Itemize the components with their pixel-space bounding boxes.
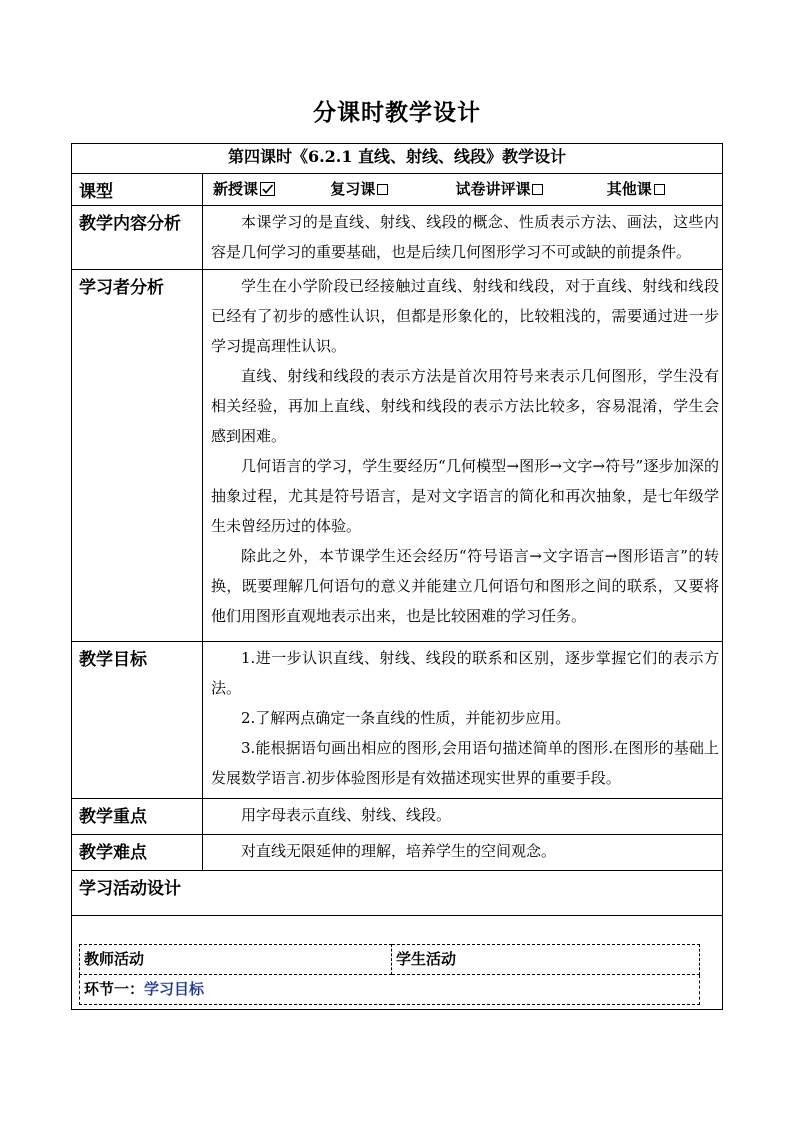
activity-design-body-row bbox=[72, 916, 723, 1010]
content-analysis-text bbox=[203, 206, 723, 270]
activity-design-body bbox=[72, 916, 723, 1010]
objective-item: 2.了解两点确定一条直线的性质，并能初步应用。 bbox=[241, 709, 571, 727]
teacher-activity-header: 教师活动 bbox=[80, 945, 392, 975]
activity-section-cell bbox=[80, 975, 700, 1005]
objective-item: 3.能根据语句画出相应的图形,会用语句描述简单的图形.在图形的基础上发展数学语言.初步体验图形是有效描述现实世界的重要手段。 bbox=[211, 739, 719, 787]
difficulties-label: 教学难点 bbox=[72, 835, 203, 871]
lesson-title: 第四课时《6.2.1 直线、射线、线段》教学设计 bbox=[72, 144, 723, 174]
student-activity-header: 学生活动 bbox=[392, 945, 700, 975]
difficulties-text bbox=[203, 835, 723, 871]
objectives-label: 教学目标 bbox=[72, 642, 203, 799]
course-type-other-label: 其他课 bbox=[606, 180, 652, 198]
course-type-other[interactable] bbox=[607, 174, 665, 204]
page-title: 分课时教学设计 bbox=[313, 99, 481, 126]
learner-analysis-label: 学习者分析 bbox=[72, 270, 203, 642]
key-points-text bbox=[203, 799, 723, 835]
key-points-paragraph: 用字母表示直线、射线、线段。 bbox=[241, 806, 452, 824]
course-type-review-label: 复习课 bbox=[330, 180, 376, 198]
key-points-row bbox=[72, 799, 723, 835]
objective-item: 1.进一步认识直线、射线、线段的联系和区别，逐步掌握它们的表示方法。 bbox=[211, 649, 719, 697]
course-type-exam[interactable] bbox=[455, 174, 601, 204]
checked-box-icon[interactable] bbox=[260, 182, 275, 196]
activity-design-label: 学习活动设计 bbox=[72, 871, 723, 916]
activity-header-row bbox=[80, 945, 700, 975]
activity-design-header-row bbox=[72, 871, 723, 916]
course-type-review[interactable] bbox=[330, 174, 450, 204]
content-analysis-paragraph: 本课学习的是直线、射线、线段的概念、性质表示方法、画法，这些内容是几何学习的重要基础，也是后续几何图形学习不可或缺的前提条件。 bbox=[211, 213, 719, 261]
objectives-text bbox=[203, 642, 723, 799]
course-type-row bbox=[72, 174, 723, 206]
activity-table bbox=[79, 944, 700, 1005]
content-analysis-label: 教学内容分析 bbox=[72, 206, 203, 270]
course-type-options bbox=[203, 174, 723, 206]
learner-analysis-paragraph: 直线、射线和线段的表示方法是首次用符号来表示几何图形，学生没有相关经验，再加上直线、射线和线段的表示方法比较多，容易混淆，学生会感到困难。 bbox=[211, 367, 719, 445]
learner-analysis-text bbox=[203, 270, 723, 642]
course-type-exam-label: 试卷讲评课 bbox=[455, 180, 531, 198]
checkbox-icon[interactable] bbox=[654, 184, 665, 195]
learner-analysis-paragraph: 学生在小学阶段已经接触过直线、射线和线段，对于直线、射线和线段已经有了初步的感性认识，但都是形象化的，比较粗浅的，需要通过进一步学习提高理性认识。 bbox=[211, 277, 719, 355]
activity-section-row bbox=[80, 975, 700, 1005]
objectives-row bbox=[72, 642, 723, 799]
course-type-new[interactable] bbox=[213, 174, 325, 204]
key-points-label: 教学重点 bbox=[72, 799, 203, 835]
checkbox-icon[interactable] bbox=[377, 184, 388, 195]
learner-analysis-paragraph: 除此之外，本节课学生还会经历“符号语言→文字语言→图形语言”的转换，既要理解几何语句的意义并能建立几何语句和图形之间的联系，又要将他们用图形直观地表示出来，也是比较困难的学习任务。 bbox=[211, 547, 719, 625]
course-type-new-label: 新授课 bbox=[213, 180, 259, 198]
difficulties-row bbox=[72, 835, 723, 871]
lesson-design-table bbox=[71, 143, 723, 1010]
course-type-label: 课型 bbox=[72, 174, 203, 206]
learner-analysis-paragraph: 几何语言的学习，学生要经历“几何模型→图形→文字→符号”逐步加深的抽象过程，尤其是符号语言，是对文字语言的简化和再次抽象，是七年级学生未曾经历过的体验。 bbox=[211, 457, 719, 535]
section-prefix: 环节一： bbox=[84, 980, 145, 998]
difficulties-paragraph: 对直线无限延伸的理解，培养学生的空间观念。 bbox=[241, 842, 557, 860]
lesson-title-row bbox=[72, 144, 723, 174]
content-analysis-row bbox=[72, 206, 723, 270]
learner-analysis-row bbox=[72, 270, 723, 642]
checkbox-icon[interactable] bbox=[532, 184, 543, 195]
section-title: 学习目标 bbox=[144, 980, 205, 998]
